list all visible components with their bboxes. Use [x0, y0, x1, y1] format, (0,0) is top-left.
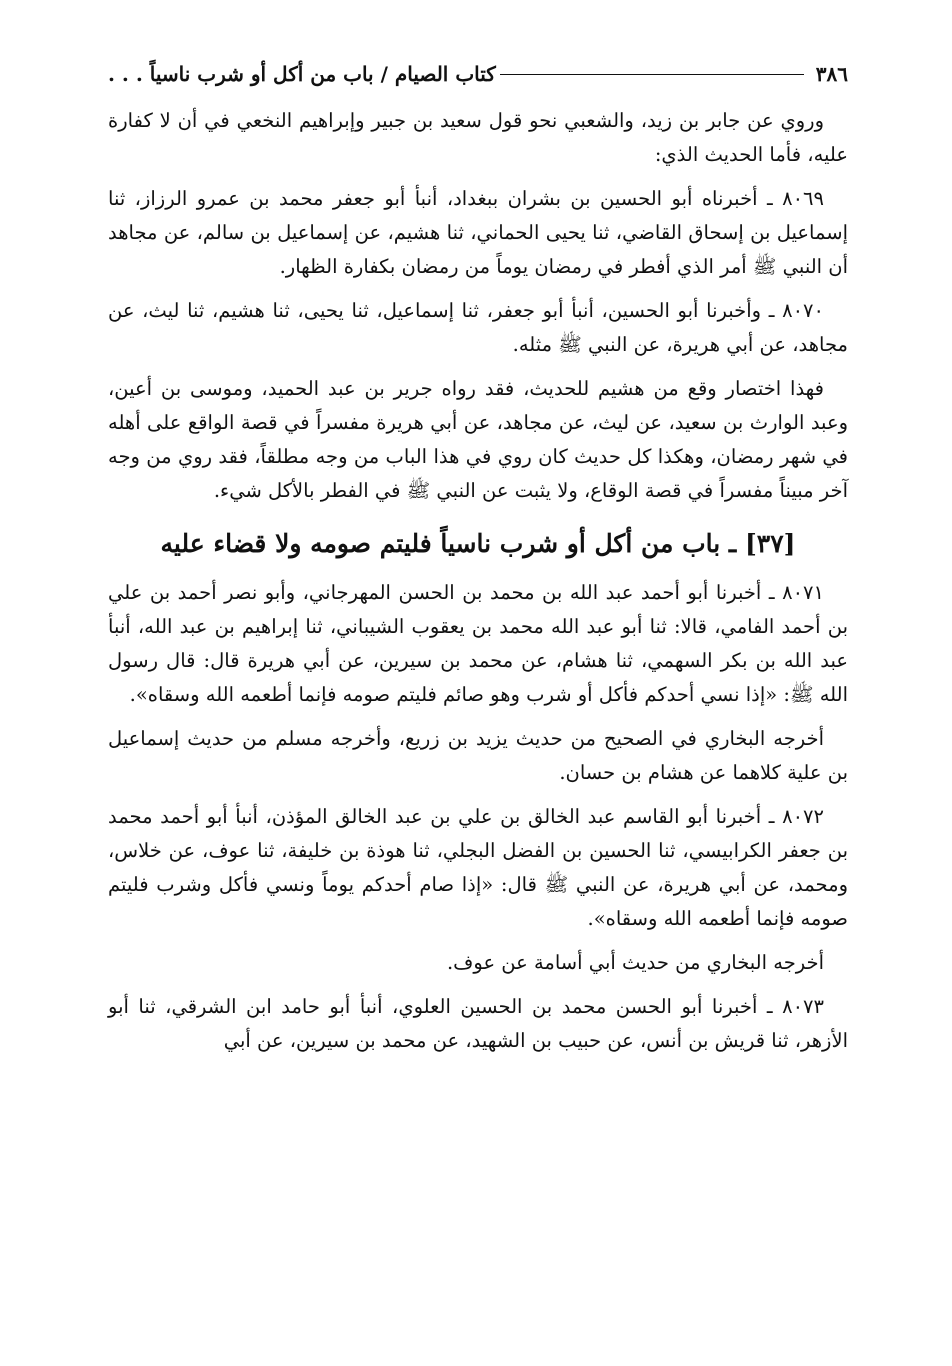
chapter-heading: [٣٧] ـ باب من أكل أو شرب ناسياً فليتم صومه ولا قضاء عليه	[160, 529, 796, 558]
header-rule	[500, 74, 804, 75]
running-header	[108, 56, 848, 92]
hadith-8073: ٨٠٧٣ ـ أخبرنا أبو الحسن محمد بن الحسين العلوي، أنبأ أبو حامد ابن الشرقي، ثنا أبو الأزهر، ثنا قريش بن أنس، عن حبيب بن الشهيد، عن محمد بن سيرين، عن أبي	[108, 995, 848, 1052]
running-title: كتاب الصيام / باب من أكل أو شرب ناسياً . . .	[108, 62, 496, 86]
hadith-8071: ٨٠٧١ ـ أخبرنا أبو أحمد عبد الله بن محمد بن الحسن المهرجاني، وأبو نصر أحمد بن علي بن أحمد الفامي، قالا: ثنا أبو عبد الله محمد بن يعقوب الشيباني، ثنا إبراهيم بن عبد الله، أنبأ عبد الله بن بكر السهمي، ثنا هشام، عن محمد بن سيرين، عن أبي هريرة قال: قال رسول الله ﷺ: «إذا نسي أحدكم فأكل أو شرب وهو صائم فليتم صومه فإنما أطعمه الله وسقاه».	[108, 581, 848, 706]
hadith-8069: ٨٠٦٩ ـ أخبرناه أبو الحسين بن بشران ببغداد، أنبأ أبو جعفر محمد بن عمرو الرزاز، ثنا إسماعيل بن إسحاق القاضي، ثنا يحيى الحماني، ثنا هشيم، عن إسماعيل بن سالم، عن مجاهد أن النبي ﷺ أمر الذي أفطر في رمضان يوماً من رمضان بكفارة الظهار.	[108, 187, 848, 278]
hadith-8070: ٨٠٧٠ ـ وأخبرنا أبو الحسين، أنبأ أبو جعفر، ثنا إسماعيل، ثنا يحيى، ثنا هشيم، ثنا ليث، عن مجاهد، عن أبي هريرة، عن النبي ﷺ مثله.	[108, 299, 848, 356]
paragraph-takhrij-1: أخرجه البخاري في الصحيح من حديث يزيد بن زريع، وأخرجه مسلم من حديث إسماعيل بن علية كلاهما عن هشام بن حسان.	[108, 727, 848, 784]
paragraph-takhrij-2: أخرجه البخاري من حديث أبي أسامة عن عوف.	[446, 951, 824, 974]
paragraph-commentary: فهذا اختصار وقع من هشيم للحديث، فقد رواه جرير بن عبد الحميد، وموسى بن أعين، وعبد الوارث بن سعيد، عن ليث، عن مجاهد، عن أبي هريرة مفسراً في قصة الواقع على أهله في شهر رمضان، وهكذا كل حديث كان روي في هذا الباب من وجه مطلقاً، فقد روي من وجه آخر مبيناً مفسراً في قصة الوقاع، ولا يثبت عن النبي ﷺ في الفطر بالأكل شيء.	[108, 377, 848, 502]
hadith-8072: ٨٠٧٢ ـ أخبرنا أبو القاسم عبد الخالق بن علي بن عبد الخالق المؤذن، أنبأ أبو أحمد محمد بن جعفر الكرابيسي، ثنا الحسين بن الفضل البجلي، ثنا هوذة بن خليفة، ثنا عوف، عن خلاس، ومحمد، عن أبي هريرة، عن النبي ﷺ قال: «إذا صام أحدكم يوماً ونسي فأكل وشرب فليتم صومه فإنما أطعمه الله وسقاه».	[108, 805, 848, 930]
page-number: ٣٨٦	[815, 62, 848, 86]
paragraph-intro: وروي عن جابر بن زيد، والشعبي نحو قول سعيد بن جبير وإبراهيم النخعي في أن لا كفارة عليه، فأما الحديث الذي:	[108, 109, 848, 166]
